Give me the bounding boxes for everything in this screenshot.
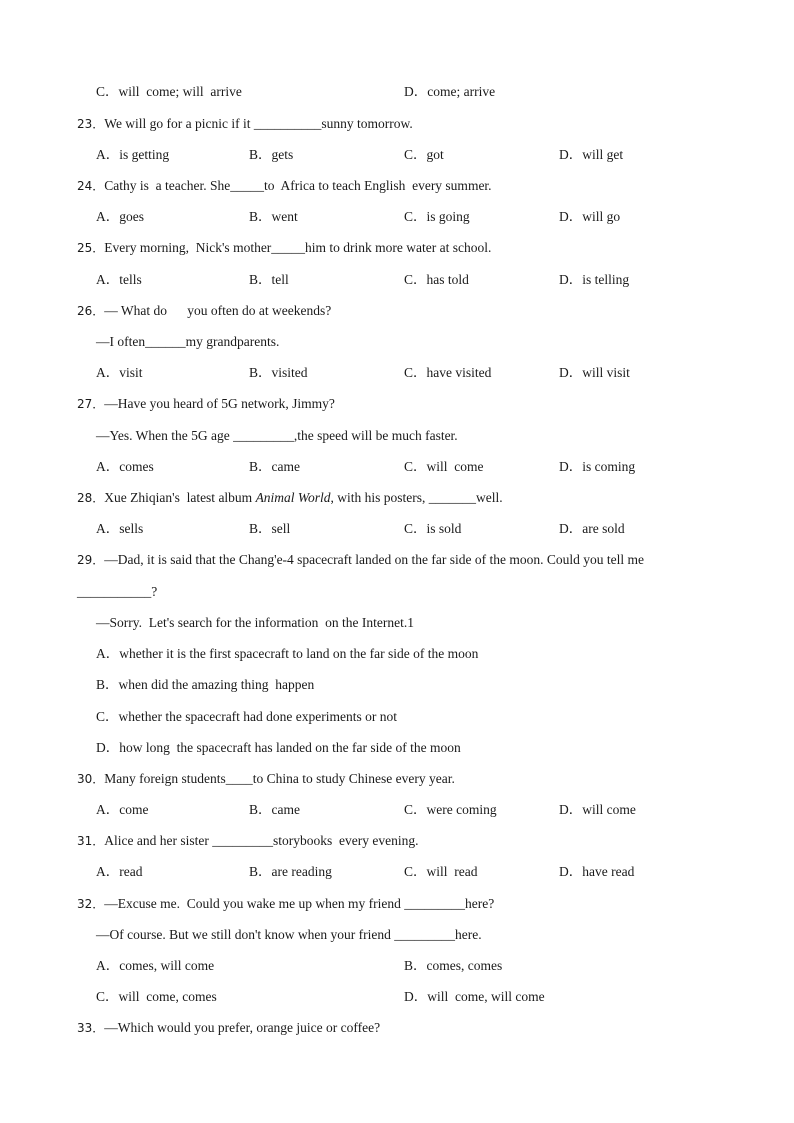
- question-number: 26．: [77, 304, 105, 318]
- question-text: Alice and her sister _________storybooks every evening.: [104, 833, 419, 848]
- question-number: 23．: [77, 117, 105, 131]
- question-number: 27．: [77, 397, 105, 411]
- option-b: B．came: [249, 802, 300, 817]
- option-a: A．comes: [96, 459, 154, 474]
- question-number: 31．: [77, 834, 105, 848]
- question-30: [77, 771, 455, 787]
- option-c: C．has told: [404, 272, 469, 287]
- option-c: C．is going: [404, 209, 470, 224]
- album-title: Animal World: [255, 490, 331, 505]
- option-a: A．visit: [96, 365, 143, 380]
- option-a: A．sells: [96, 521, 144, 536]
- option-d: D．will come: [559, 802, 636, 817]
- question-number: 32．: [77, 897, 105, 911]
- option-c: C．will come: [404, 459, 484, 474]
- question-text: Every morning, Nick's mother_____him to drink more water at school.: [104, 240, 492, 255]
- option-d: D．will visit: [559, 365, 630, 380]
- option-b: B．are reading: [249, 864, 332, 879]
- question-text-end: , with his posters, _______well.: [330, 490, 503, 505]
- question-number: 29．: [77, 553, 105, 567]
- option-c: C．were coming: [404, 802, 497, 817]
- question-27: [77, 396, 335, 412]
- option-b: B．tell: [249, 272, 289, 287]
- option-d: D．is telling: [559, 272, 630, 287]
- option-c: C．whether the spacecraft had done experiments or not: [96, 709, 398, 724]
- question-text: We will go for a picnic if it __________sunny tomorrow.: [104, 116, 413, 131]
- option-a: A．read: [96, 864, 143, 879]
- question-number: 30．: [77, 772, 105, 786]
- question-text: Xue Zhiqian's latest album: [104, 490, 256, 505]
- option-b: B．comes, comes: [404, 958, 503, 973]
- option-22-c: C．will come; will arrive: [96, 84, 242, 99]
- option-a: A．tells: [96, 272, 142, 287]
- question-text: —Excuse me. Could you wake me up when my friend _________here?: [104, 896, 495, 911]
- question-33: [77, 1020, 380, 1036]
- option-a: A．goes: [96, 209, 144, 224]
- option-b: B．came: [249, 459, 300, 474]
- option-d: D．will go: [559, 209, 621, 224]
- option-b: B．gets: [249, 147, 294, 162]
- option-a: A．whether it is the first spacecraft to land on the far side of the moon: [96, 646, 479, 661]
- question-text: —Which would you prefer, orange juice or coffee?: [104, 1020, 381, 1035]
- question-number: 25．: [77, 241, 105, 255]
- option-d: D．are sold: [559, 521, 625, 536]
- option-22-d: D．come; arrive: [404, 84, 496, 99]
- question-25: [77, 240, 491, 256]
- option-a: A．comes, will come: [96, 958, 215, 973]
- option-a: A．come: [96, 802, 149, 817]
- option-d: D．is coming: [559, 459, 636, 474]
- dialogue-line: —Yes. When the 5G age _________,the speed will be much faster.: [96, 428, 458, 443]
- option-a: A．is getting: [96, 147, 170, 162]
- option-c: C．have visited: [404, 365, 492, 380]
- dialogue-line: —I often______my grandparents.: [96, 334, 280, 349]
- option-c: C．got: [404, 147, 444, 162]
- option-d: D．will get: [559, 147, 624, 162]
- question-number: 28．: [77, 491, 105, 505]
- option-b: B．sell: [249, 521, 291, 536]
- question-text: —Dad, it is said that the Chang'e-4 spacecraft landed on the far side of the moon. Could you tell me: [104, 552, 644, 567]
- question-29: [77, 552, 644, 568]
- question-text: Many foreign students____to China to study Chinese every year.: [104, 771, 455, 786]
- option-b: B．went: [249, 209, 298, 224]
- option-c: C．is sold: [404, 521, 462, 536]
- question-text: —Have you heard of 5G network, Jimmy?: [104, 396, 335, 411]
- question-number: 33．: [77, 1021, 105, 1035]
- question-23: [77, 116, 413, 132]
- question-text: Cathy is a teacher. She_____to Africa to teach English every summer.: [104, 178, 492, 193]
- option-b: B．visited: [249, 365, 308, 380]
- option-d: D．have read: [559, 864, 635, 879]
- option-d: D．will come, will come: [404, 989, 545, 1004]
- question-text: — What do you often do at weekends?: [104, 303, 332, 318]
- question-32: [77, 896, 494, 912]
- option-c: C．will come, comes: [96, 989, 217, 1004]
- dialogue-line: —Of course. But we still don't know when your friend _________here.: [96, 927, 482, 942]
- question-24: [77, 178, 492, 194]
- question-continuation: ___________?: [77, 584, 158, 599]
- option-b: B．when did the amazing thing happen: [96, 677, 315, 692]
- question-26: [77, 303, 331, 319]
- dialogue-line: —Sorry. Let's search for the information on the Internet.1: [96, 615, 414, 630]
- option-c: C．will read: [404, 864, 478, 879]
- question-number: 24．: [77, 179, 105, 193]
- question-31: [77, 833, 418, 849]
- question-28: [77, 490, 503, 506]
- option-d: D．how long the spacecraft has landed on the far side of the moon: [96, 740, 461, 755]
